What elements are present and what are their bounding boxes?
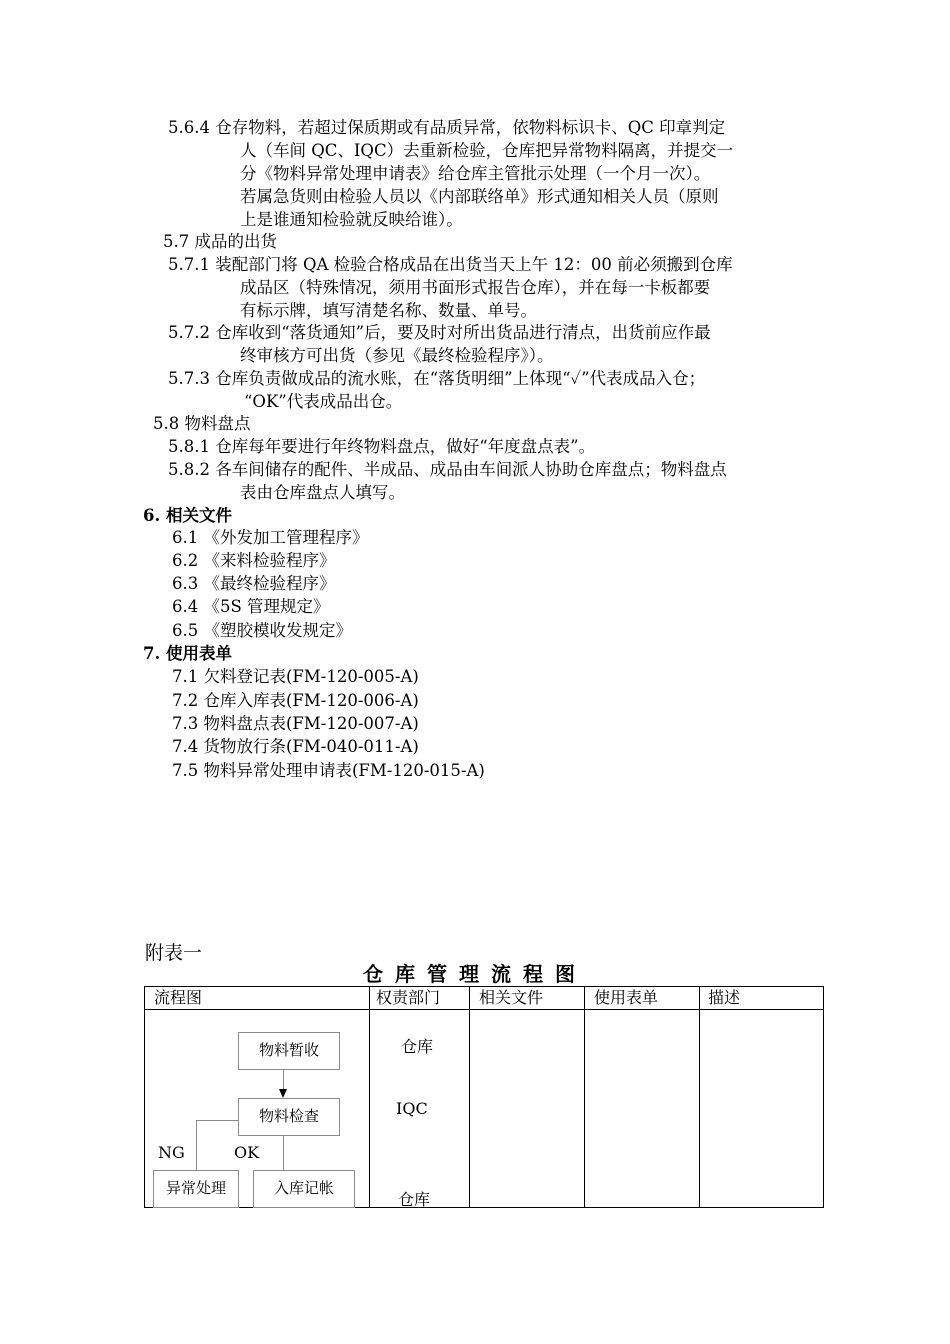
related-doc-5: 6.5 《塑胶模收发规定》 — [172, 621, 352, 640]
header-related-docs: 相关文件 — [479, 988, 544, 1007]
header-description: 描述 — [708, 988, 741, 1007]
body-line: 5.8.1 仓库每年要进行年终物料盘点，做好“年度盘点表”。 — [168, 437, 596, 456]
department-warehouse: 仓库 — [401, 1037, 434, 1056]
header-department: 权责部门 — [376, 988, 441, 1007]
flow-step-inspect: 物料检查 — [238, 1098, 340, 1136]
related-doc-4: 6.4 《5S 管理规定》 — [172, 597, 330, 616]
department-iqc: IQC — [396, 1099, 428, 1118]
section-6-heading: 6. 相关文件 — [143, 506, 232, 525]
body-line: 5.6.4 仓存物料，若超过保质期或有品质异常，依物料标识卡、QC 印章判定 — [168, 118, 726, 137]
connector-line — [283, 1136, 284, 1172]
body-line: 5.7 成品的出货 — [163, 232, 277, 251]
header-forms: 使用表单 — [594, 988, 659, 1007]
table-header-divider — [145, 1009, 823, 1010]
column-divider — [469, 987, 470, 1207]
connector-line — [196, 1120, 238, 1121]
body-line: 5.8 物料盘点 — [153, 414, 251, 433]
appendix-label: 附表一 — [145, 942, 203, 964]
body-line: “OK”代表成品出仓。 — [244, 392, 403, 411]
form-2: 7.2 仓库入库表(FM-120-006-A) — [172, 691, 419, 710]
body-line: 若属急货则由检验人员以《内部联络单》形式通知相关人员（原则 — [240, 187, 719, 206]
flow-step-receive: 物料暂收 — [238, 1032, 340, 1070]
flow-chart-title: 仓库管理流程图 — [363, 962, 587, 986]
section-7-heading: 7. 使用表单 — [143, 644, 232, 663]
body-line: 5.7.1 装配部门将 QA 检验合格成品在出货当天上午 12：00 前必须搬到仓库 — [168, 255, 733, 274]
column-divider — [584, 987, 585, 1207]
column-divider — [699, 987, 700, 1207]
ng-label: NG — [158, 1143, 185, 1162]
related-doc-2: 6.2 《来料检验程序》 — [172, 551, 336, 570]
body-line: 人（车间 QC、IQC）去重新检验，仓库把异常物料隔离，并提交一 — [240, 141, 734, 160]
flow-step-exception: 异常处理 — [153, 1170, 239, 1208]
body-line: 成品区（特殊情况，须用书面形式报告仓库），并在每一卡板都要 — [240, 278, 711, 297]
connector-line — [283, 1070, 284, 1090]
body-line: 上是谁通知检验就反映给谁）。 — [240, 210, 463, 229]
body-line: 表由仓库盘点人填写。 — [240, 483, 405, 502]
body-line: 5.7.3 仓库负责做成品的流水账，在“落货明细”上体现“✓”代表成品入仓； — [168, 369, 706, 388]
flow-table — [144, 986, 824, 1208]
form-4: 7.4 货物放行条(FM-040-011-A) — [172, 737, 419, 756]
column-divider — [369, 987, 370, 1207]
flow-step-stock-in: 入库记帐 — [253, 1170, 355, 1208]
connector-line — [196, 1120, 197, 1172]
body-line: 5.8.2 各车间储存的配件、半成品、成品由车间派人协助仓库盘点；物料盘点 — [168, 460, 727, 479]
related-doc-3: 6.3 《最终检验程序》 — [172, 574, 336, 593]
ok-label: OK — [234, 1143, 260, 1162]
form-3: 7.3 物料盘点表(FM-120-007-A) — [172, 714, 419, 733]
body-line: 分《物料异常处理申请表》给仓库主管批示处理（一个月一次）。 — [240, 164, 711, 183]
related-doc-1: 6.1 《外发加工管理程序》 — [172, 528, 369, 547]
body-line: 5.7.2 仓库收到“落货通知”后，要及时对所出货品进行清点，出货前应作最 — [168, 323, 711, 342]
body-line: 有标示牌，填写清楚名称、数量、单号。 — [240, 301, 537, 320]
form-5: 7.5 物料异常处理申请表(FM-120-015-A) — [172, 761, 485, 780]
arrow-down-icon — [279, 1089, 287, 1098]
header-flowchart: 流程图 — [154, 988, 203, 1007]
department-warehouse-2: 仓库 — [398, 1190, 431, 1209]
body-line: 终审核方可出货（参见《最终检验程序》）。 — [240, 346, 554, 365]
form-1: 7.1 欠料登记表(FM-120-005-A) — [172, 667, 419, 686]
